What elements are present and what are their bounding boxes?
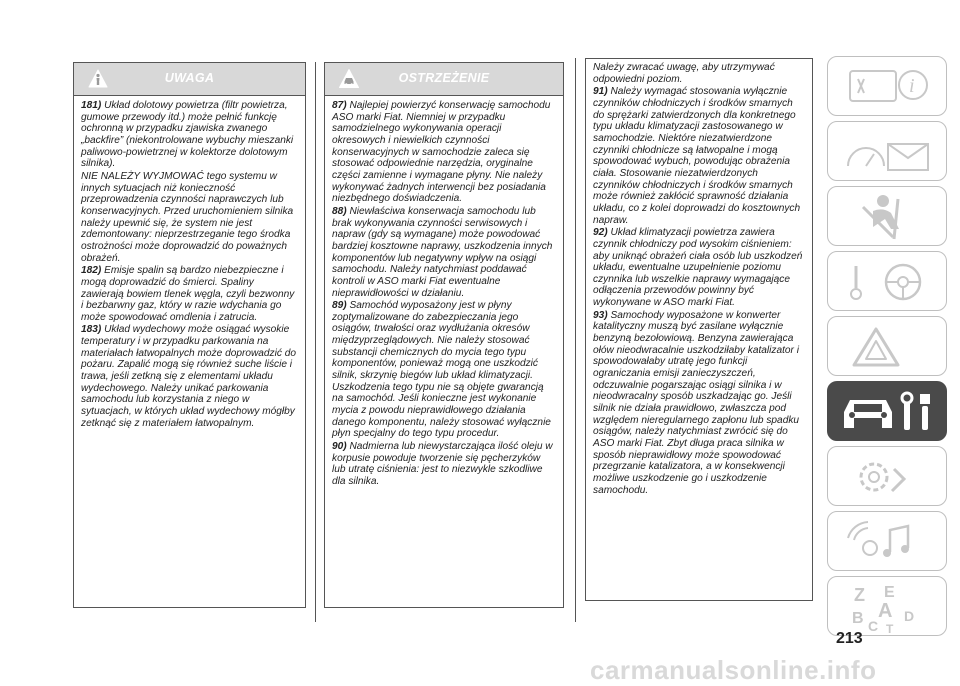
caution-body <box>325 96 563 488</box>
chapter-sidebar <box>827 56 947 641</box>
tab-emergency[interactable] <box>827 316 947 376</box>
paragraph-text: Układ dolotowy powietrza (filtr powietrza, gumowe przewody itd.) może pełnić funkcję ochronną w przypadku zjawiska zwanego „backfire” (niekontrolowane wybuchy mieszanki paliwowo-powietrznej w kolektorze dolotowym silnika). <box>81 100 294 170</box>
maintenance-icon <box>828 382 948 442</box>
tab-safety[interactable] <box>827 186 947 246</box>
caution-header <box>325 63 563 96</box>
paragraph <box>332 100 556 205</box>
column-divider <box>575 58 576 622</box>
tab-index[interactable] <box>827 576 947 636</box>
continued-body <box>586 59 812 496</box>
paragraph <box>81 265 298 323</box>
paragraph-text: Emisje spalin są bardzo niebezpieczne i mogą doprowadzić do śmierci. Spaliny zawierają bowiem tlenek węgla, czyli bezwonny i bezbarwny gaz, który w razie wdychania go może spowodować omdlenia i zatrucia. <box>81 265 295 323</box>
technical-data-icon <box>828 447 948 507</box>
index-icon <box>828 577 948 637</box>
index-letter: Z <box>854 585 865 605</box>
paragraph-number: 91) <box>593 86 608 98</box>
warning-title: UWAGA <box>164 71 215 85</box>
continued-caution-box <box>585 58 813 601</box>
starting-driving-icon <box>828 252 948 312</box>
paragraph-text: Należy zwracać uwagę, aby utrzymywać odpowiedni poziom. <box>593 62 775 85</box>
tab-dashboard[interactable] <box>827 121 947 181</box>
emergency-icon <box>828 317 948 377</box>
warning-body <box>74 96 305 429</box>
paragraph <box>332 300 556 440</box>
paragraph <box>593 86 805 226</box>
caution-title: OSTRZEŻENIE <box>398 71 490 85</box>
watermark: carmanualsonline.info <box>590 655 877 685</box>
paragraph-text: Najlepiej powierzyć konserwację samochodu ASO marki Fiat. Niemniej w przypadku samodzielnego wykonywania operacji okresowych i niewielkich czynności konserwacyjnych w samochodzie zaleca się stosować odpowiednie narzędzia, oryginalne części zamienne i wymagane płyny. Nie należy wykonywać żadnych interwencji bez posiadania niezbędnego doświadczenia. <box>332 100 551 205</box>
paragraph-text: NIE NALEŻY WYJMOWAĆ tego systemu w innych sytuacjach niż konieczność przeprowadzenia czynności naprawczych lub konserwacyjnych. Przed uruchomieniem silnika należy upewnić się, że system nie jest zdemontowany: nieprzestrzeganie tego środka ostrożności może doprowadzić do poważnych obrażeń. <box>81 170 294 264</box>
paragraph-number: 90) <box>332 441 347 453</box>
paragraph <box>332 206 556 299</box>
index-letter: A <box>878 600 893 622</box>
paragraph <box>81 324 298 429</box>
index-letter: E <box>884 584 895 601</box>
paragraph-text: Niewłaściwa konserwacja samochodu lub brak wykonywania czynności serwisowych i napraw (gdy są wymagane) może powodować bardziej kosztowne naprawy, uszkodzenia innych komponentów lub negatywny wpływ na osiągi samochodu. Należy natychmiast poddawać kontroli w ASO marki Fiat ewentualne nieprawidłowości w działaniu. <box>332 205 553 299</box>
tab-info[interactable] <box>827 56 947 116</box>
paragraph <box>81 100 298 170</box>
index-letter: B <box>852 610 864 627</box>
paragraph <box>593 62 805 85</box>
dashboard-icon <box>828 122 948 182</box>
paragraph <box>593 227 805 309</box>
paragraph-text: Układ wydechowy może osiągać wysokie temperatury i w przypadku parkowania na materiałach łatwopalnych może doprowadzić do pożaru. Zapalić mogą się również suche liście i trawa, jeśli zetkną się z elementami układu wydechowego. Należy unikać parkowania samochodu lub korzystania z niego w sytuacjach, w których układ wydechowy mógłby zetknąć się z materiałem łatwopalnym. <box>81 324 296 429</box>
page-number: 213 <box>836 630 863 647</box>
column-divider <box>315 62 316 622</box>
paragraph-number: 92) <box>593 227 608 239</box>
paragraph <box>81 171 298 264</box>
tab-maintenance[interactable] <box>827 381 947 441</box>
index-letter: C <box>868 618 879 634</box>
warning-box <box>73 62 306 608</box>
paragraph-number: 181) <box>81 100 102 111</box>
svg-text:i: i <box>909 75 915 97</box>
info-icon <box>828 57 948 117</box>
paragraph-text: Należy wymagać stosowania wyłącznie czynników chłodniczych i środków smarnych do sprężarki zatwierdzonych dla konkretnego typu układu klimatyzacji zastosowanego w samochodzie. Niektóre niezatwierdzone czynniki chłodnicze są łatwopalne i mogą spowodować wybuch, powodując obrażenia ciała. Stosowanie niezatwierdzonych czynników chłodniczych i środków smarnych może również zakłócić sprawność działania układu, co z kolei doprowadzi do kosztownych napraw. <box>593 86 801 226</box>
paragraph-text: Samochód wyposażony jest w płyny zoptymalizowane do zabezpieczania jego osiągów, trwałości oraz wydłużania okresów międzyprzeglądowych. Nie należy stosować substancji chemicznych do mycia tego typu komponentów, ponieważ mogą one uszkodzić silnik, skrzynię biegów lub układ klimatyzacji. Uszkodzenia tego typu nie są objęte gwarancją na samochód. Jeśli konieczne jest wykonanie mycia z powodu nieprawidłowego działania danego komponentu, należy stosować wyłącznie płyn specjalny do tego typu procedur. <box>332 300 551 440</box>
paragraph-number: 87) <box>332 100 347 111</box>
paragraph-text: Samochody wyposażone w konwerter katalityczny muszą być zasilane wyłącznie benzyną bezołowiową. Benzyna zawierająca ołów nieodwracalnie uszkodziłaby katalizator i spowodowałaby utratę jego funkcji ograniczania emisji zanieczyszczeń, odczuwalnie pogarszając osiągi silnika i w nieodwracalny sposób uszkadzając go. Jeśli silnik nie działa prawidłowo, zwłaszcza pod względem nieregularnego zapłonu lub spadku osiągów, należy natychmiast zwrócić się do ASO marki Fiat. Zbyt długa praca silnika w sposób nieprawidłowy może spowodować przegrzanie katalizatora, a w konsekwencji możliwe uszkodzenie go i uszkodzenie samochodu. <box>593 309 800 496</box>
paragraph-text: Układ klimatyzacji powietrza zawiera czynnik chłodniczy pod wysokim ciśnieniem: aby uniknąć obrażeń ciała osób lub uszkodzeń układu, ewentualne uzupełnienie poziomu czynnika lub wszelkie naprawy wymagające odłączenia przewodów powinny być wykonywane w ASO marki Fiat. <box>593 227 803 309</box>
paragraph-number: 88) <box>332 205 347 217</box>
paragraph <box>593 310 805 497</box>
paragraph-text: Nadmierna lub niewystarczająca ilość oleju w korpusie powoduje tworzenie się pęcherzyków lub utratę ciśnienia: jest to niezwykle szkodliwe dla silnika. <box>332 441 553 487</box>
paragraph-number: 89) <box>332 300 347 312</box>
paragraph <box>332 441 556 488</box>
multimedia-icon <box>828 512 948 572</box>
tab-multimedia[interactable] <box>827 511 947 571</box>
paragraph-number: 93) <box>593 309 608 321</box>
paragraph-number: 182) <box>81 265 102 277</box>
warning-header <box>74 63 305 96</box>
index-letter: T <box>886 622 894 636</box>
tab-technical-data[interactable] <box>827 446 947 506</box>
caution-box <box>324 62 564 608</box>
index-letter: D <box>904 608 915 624</box>
tab-starting-driving[interactable] <box>827 251 947 311</box>
paragraph-number: 183) <box>81 324 102 336</box>
safety-icon <box>828 187 948 247</box>
